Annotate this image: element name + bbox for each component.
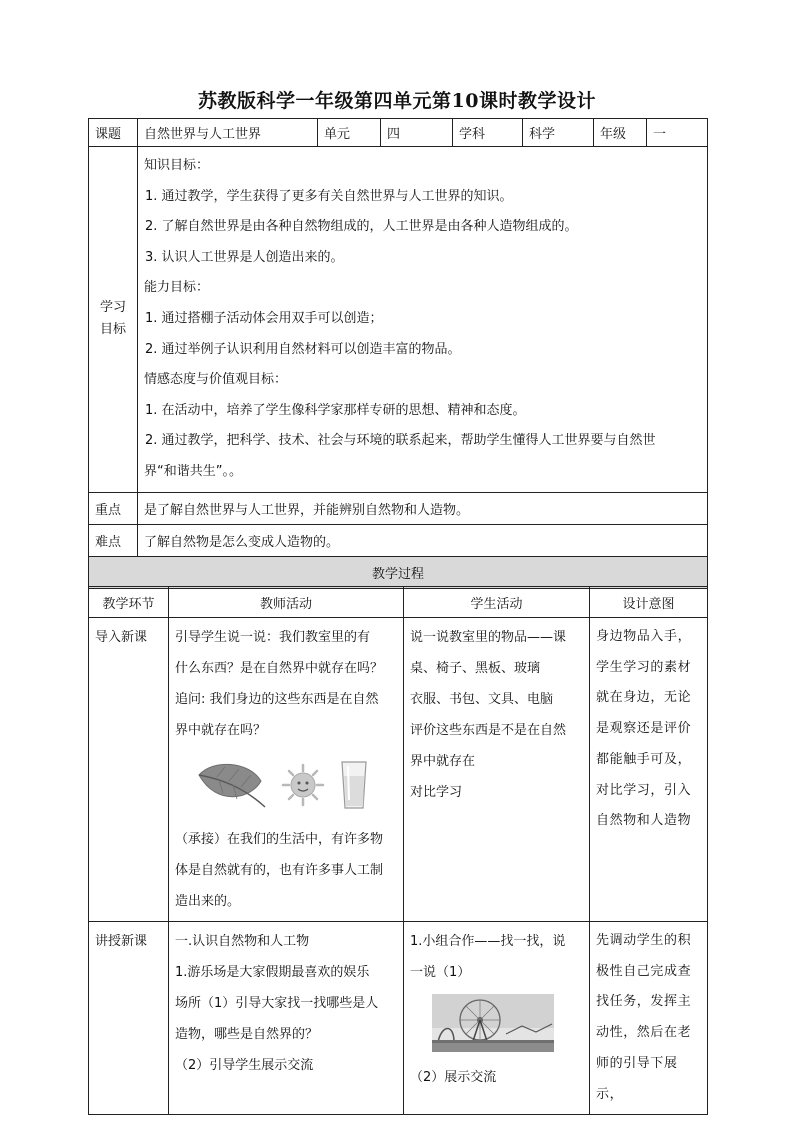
lecture-stage — [89, 922, 169, 1115]
intro-stage-label: 导入新课 — [95, 630, 148, 645]
goals-label — [89, 147, 138, 493]
text-line: 都能触手可及， — [596, 751, 692, 767]
text-line: 1.游乐场是大家假期最喜欢的娱乐 — [175, 965, 370, 980]
goals-line: 1. 通过搭棚子活动体会用双手可以创造； — [145, 310, 383, 326]
text-line: 对比学习，引入 — [596, 782, 692, 798]
text-line: 动性，然后在老 — [596, 1025, 692, 1041]
text-line: 是观察还是评价 — [596, 721, 692, 737]
process-header-row — [89, 587, 708, 618]
text-line: （2）展示交流 — [410, 1070, 497, 1085]
topic-label: 课题 — [89, 119, 138, 147]
subject-value: 科学 — [523, 119, 594, 147]
header-teacher: 教师活动 — [169, 587, 404, 618]
text-line: 什么东西？是在自然界中就存在吗？ — [175, 661, 384, 676]
sun-icon — [281, 763, 325, 807]
text-line: （2）引导学生展示交流 — [175, 1058, 314, 1073]
header-intent: 设计意图 — [590, 587, 708, 618]
text-line: 学生学习的素材 — [596, 659, 692, 675]
water-glass-icon — [339, 760, 369, 810]
goals-line: 3. 认识人工世界是人创造出来的。 — [145, 249, 344, 265]
key-point-label: 重点 — [89, 492, 138, 524]
goals-line: 2. 通过举例子认识利用自然材料可以创造丰富的物品。 — [145, 341, 461, 357]
text-line: 衣服、书包、文具、电脑 — [410, 692, 554, 707]
process-title-row — [89, 556, 708, 588]
text-line: 先调动学生的积 — [596, 933, 692, 948]
goals-label-line2: 目标 — [99, 322, 126, 338]
text-line: 1.小组合作——找一找，说 — [410, 934, 566, 949]
key-point-value: 是了解自然世界与人工世界，并能辨别自然物和人造物。 — [138, 492, 708, 524]
goals-line: 知识目标： — [144, 158, 210, 173]
text-line: 造物，哪些是自然界的？ — [175, 1027, 319, 1042]
text-line: 场所（1）引导大家找一找哪些是人 — [175, 996, 379, 1011]
process-title: 教学过程 — [89, 556, 708, 588]
text-line: 就在身边，无论 — [596, 690, 692, 706]
lecture-student-activity — [404, 922, 590, 1115]
illustration-row — [175, 746, 397, 824]
goals-label-line1: 学习 — [99, 300, 126, 316]
goals-line: 1. 在活动中，培养了学生像科学家那样专研的思想、精神和态度。 — [145, 402, 526, 418]
text-line: 桌、椅子、黑板、玻璃 — [410, 661, 541, 676]
leaf-icon — [195, 759, 267, 811]
text-line: 极性自己完成查 — [596, 963, 692, 979]
info-row — [89, 119, 708, 147]
lecture-design-intent — [590, 922, 708, 1115]
difficulty-row — [89, 524, 708, 556]
goals-line: 2. 通过教学，把科学、技术、社会与环境的联系起来，帮助学生懂得人工世界要与自然世 — [145, 433, 656, 449]
intro-row — [89, 618, 708, 922]
key-point-row — [89, 492, 708, 524]
grade-label: 年级 — [594, 119, 647, 147]
goals-line: 1. 通过教学，学生获得了更多有关自然世界与人工世界的知识。 — [145, 188, 513, 204]
text-line: 师的引导下展示， — [596, 1055, 678, 1102]
text-line: 一说（1） — [410, 965, 471, 980]
amusement-park-photo — [432, 994, 554, 1052]
intro-teacher-activity — [169, 618, 404, 922]
process-table — [88, 586, 708, 1115]
intro-design-intent — [590, 618, 708, 922]
goals-line: 2. 了解自然世界是由各种自然物组成的，人工世界是由各种人造物组成的。 — [145, 219, 578, 235]
goals-content — [138, 147, 708, 493]
text-line: 一.认识自然物和人工物 — [175, 934, 310, 949]
header-stage: 教学环节 — [89, 587, 169, 618]
text-line: 对比学习 — [410, 785, 463, 800]
text-line: 找任务，发挥主 — [596, 994, 692, 1010]
text-line: 界中就存在 — [410, 754, 476, 769]
text-line: 界中就存在吗？ — [175, 723, 267, 738]
difficulty-value: 了解自然物是怎么变成人造物的。 — [138, 524, 708, 556]
intro-student-activity — [404, 618, 590, 922]
text-line: 身边物品入手， — [596, 629, 692, 644]
goals-line: 界“和谐共生”。。 — [144, 463, 242, 479]
header-student: 学生活动 — [404, 587, 590, 618]
text-line: 说一说教室里的物品——课 — [410, 630, 567, 645]
lecture-row — [89, 922, 708, 1115]
text-line: 追问: 我们身边的这些东西是在自然 — [175, 692, 379, 707]
unit-label: 单元 — [318, 119, 381, 147]
subject-label: 学科 — [453, 119, 523, 147]
goals-line: 情感态度与价值观目标： — [144, 372, 288, 388]
grade-value: 一 — [647, 119, 708, 147]
text-line: 造出来的。 — [175, 894, 241, 909]
topic-value: 自然世界与人工世界 — [138, 119, 318, 147]
lecture-teacher-activity — [169, 922, 404, 1115]
goals-row — [89, 147, 708, 493]
intro-stage — [89, 618, 169, 922]
unit-value: 四 — [381, 119, 453, 147]
page-title: 苏教版科学一年级第四单元第10课时教学设计 — [198, 90, 596, 112]
text-line: 自然物和人造物 — [596, 813, 692, 829]
lesson-info-table — [88, 118, 708, 589]
text-line: 评价这些东西是不是在自然 — [410, 723, 567, 738]
goals-line: 能力目标： — [144, 280, 210, 296]
lecture-stage-label: 讲授新课 — [95, 934, 148, 949]
text-line: 引导学生说一说：我们教室里的有 — [175, 630, 371, 645]
text-line: （承接）在我们的生活中，有许多物 — [175, 832, 384, 847]
difficulty-label: 难点 — [89, 524, 138, 556]
text-line: 体是自然就有的，也有许多事人工制 — [175, 863, 384, 878]
